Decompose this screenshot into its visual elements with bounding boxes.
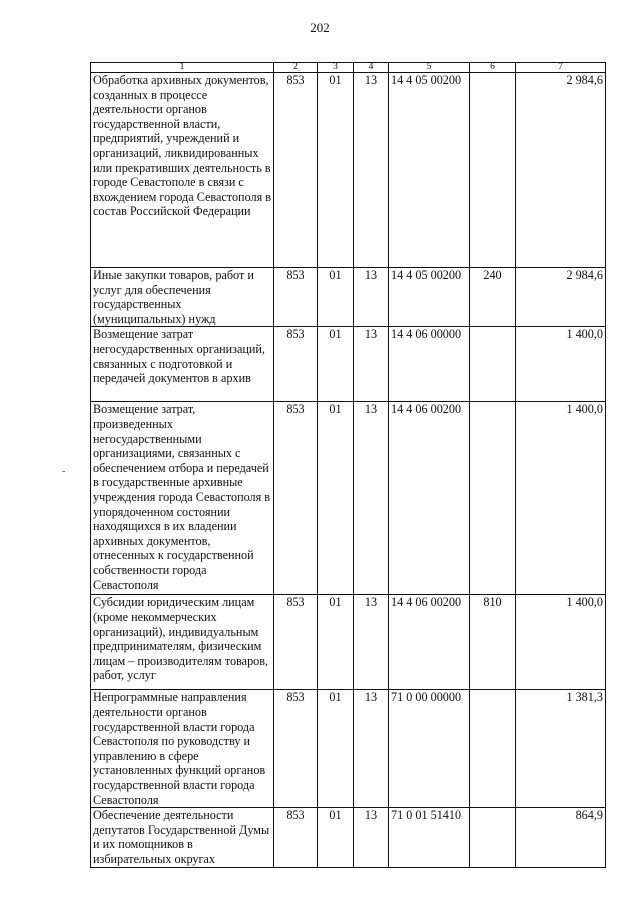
expense-type-cell	[470, 808, 516, 867]
target-article-cell: 71 0 00 00000	[389, 690, 470, 808]
table-row	[91, 402, 606, 595]
section-code-cell: 01	[318, 808, 354, 867]
row-name-cell: Обработка архивных документов, созданных в процессе деятельности органов государственной власти, предприятий, учреждений и организаций, ликвидированных или прекративших деятельность в городе Севастополе в связи с вхождением города Севастополя в состав Российской Федерации	[91, 73, 274, 268]
target-article-cell: 71 0 01 51410	[389, 808, 470, 867]
row-name-cell: Непрограммные направления деятельности органов государственной власти города Севастополя по руководству и управлению в сфере установленных функций органов государственной власти города Севастополя	[91, 690, 274, 808]
table-row	[91, 73, 606, 268]
expense-type-cell	[470, 327, 516, 402]
section-code-cell: 01	[318, 690, 354, 808]
header-cell: 6	[470, 63, 516, 73]
table-row	[91, 808, 606, 867]
subsection-code-cell: 13	[354, 327, 389, 402]
row-name-cell: Обеспечение деятельности депутатов Государственной Думы и их помощников в избирательных округах	[91, 808, 274, 867]
stray-mark: -	[62, 466, 66, 477]
expense-type-cell: 810	[470, 595, 516, 690]
target-article-cell: 14 4 06 00000	[389, 327, 470, 402]
table-header-row	[91, 63, 606, 73]
header-cell: 3	[318, 63, 354, 73]
budget-table	[90, 62, 606, 868]
ved-code-cell: 853	[274, 268, 318, 327]
subsection-code-cell: 13	[354, 808, 389, 867]
table-row	[91, 327, 606, 402]
header-cell: 7	[516, 63, 606, 73]
ved-code-cell: 853	[274, 402, 318, 595]
ved-code-cell: 853	[274, 73, 318, 268]
target-article-cell: 14 4 05 00200	[389, 73, 470, 268]
expense-type-cell	[470, 690, 516, 808]
ved-code-cell: 853	[274, 327, 318, 402]
header-cell: 4	[354, 63, 389, 73]
table-row	[91, 268, 606, 327]
subsection-code-cell: 13	[354, 268, 389, 327]
section-code-cell: 01	[318, 73, 354, 268]
amount-cell: 1 400,0	[516, 327, 606, 402]
table-row	[91, 690, 606, 808]
ved-code-cell: 853	[274, 595, 318, 690]
section-code-cell: 01	[318, 268, 354, 327]
subsection-code-cell: 13	[354, 402, 389, 595]
amount-cell: 864,9	[516, 808, 606, 867]
subsection-code-cell: 13	[354, 73, 389, 268]
section-code-cell: 01	[318, 402, 354, 595]
row-name-cell: Иные закупки товаров, работ и услуг для обеспечения государственных (муниципальных) нужд	[91, 268, 274, 327]
amount-cell: 1 400,0	[516, 402, 606, 595]
row-name-cell: Субсидии юридическим лицам (кроме некоммерческих организаций), индивидуальным предпринимателям, физическим лицам – производителям товаров, работ, услуг	[91, 595, 274, 690]
subsection-code-cell: 13	[354, 595, 389, 690]
amount-cell: 2 984,6	[516, 73, 606, 268]
subsection-code-cell: 13	[354, 690, 389, 808]
header-cell: 2	[274, 63, 318, 73]
expense-type-cell	[470, 402, 516, 595]
table-row	[91, 595, 606, 690]
row-name-cell: Возмещение затрат негосударственных организаций, связанных с подготовкой и передачей документов в архив	[91, 327, 274, 402]
row-name-cell: Возмещение затрат, произведенных негосударственными организациями, связанных с обеспечением отбора и передачей в государственные архивные учреждения города Севастополя в упорядоченном состоянии находящихся в их владении архивных документов, отнесенных к государственной собственности города Севастополя	[91, 402, 274, 595]
target-article-cell: 14 4 06 00200	[389, 402, 470, 595]
target-article-cell: 14 4 06 00200	[389, 595, 470, 690]
header-cell: 1	[91, 63, 274, 73]
amount-cell: 2 984,6	[516, 268, 606, 327]
ved-code-cell: 853	[274, 808, 318, 867]
ved-code-cell: 853	[274, 690, 318, 808]
amount-cell: 1 381,3	[516, 690, 606, 808]
expense-type-cell	[470, 73, 516, 268]
expense-type-cell: 240	[470, 268, 516, 327]
section-code-cell: 01	[318, 327, 354, 402]
target-article-cell: 14 4 05 00200	[389, 268, 470, 327]
amount-cell: 1 400,0	[516, 595, 606, 690]
section-code-cell: 01	[318, 595, 354, 690]
header-cell: 5	[389, 63, 470, 73]
page-number: 202	[310, 20, 330, 35]
